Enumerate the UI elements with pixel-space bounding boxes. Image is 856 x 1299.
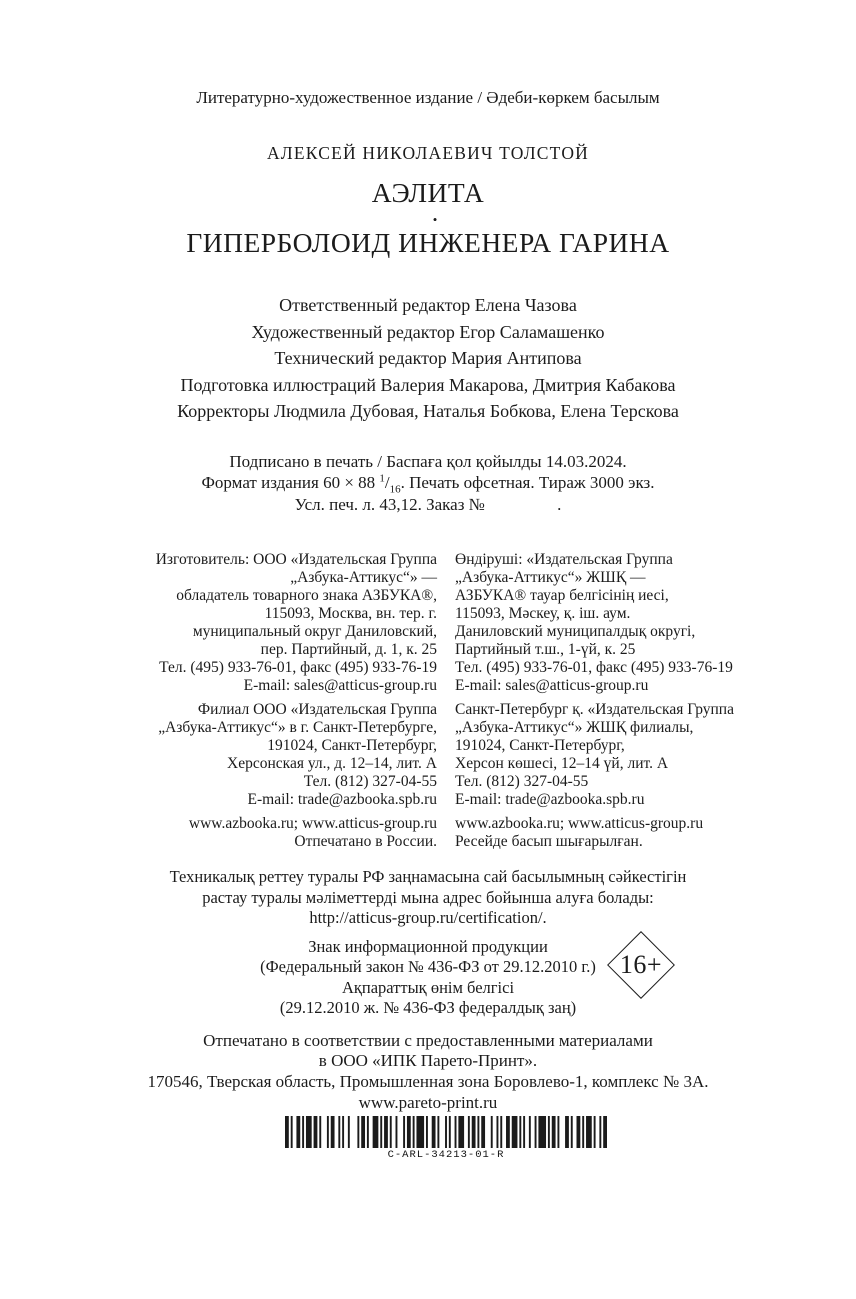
websites-kz xyxy=(455,815,752,851)
fraction-slash: / xyxy=(384,473,390,492)
printer-url: www.pareto-print.ru xyxy=(358,1092,498,1112)
publisher-addresses xyxy=(140,551,752,857)
certification-line: растау туралы мәліметтерді мына адрес бойынша алуға болады: xyxy=(202,887,654,907)
address-line: Изготовитель: ООО «Издательская Группа xyxy=(155,551,437,568)
manufacturer-address-kz xyxy=(455,551,752,695)
information-product-sign-section xyxy=(0,937,856,1019)
address-line: „Азбука-Аттикус“» ЖШҚ — xyxy=(455,569,646,586)
format-suffix: . Печать офсетная. Тираж 3000 экз. xyxy=(400,473,655,492)
printer-line: 170546, Тверская область, Промышленная зона Боровлево-1, комплекс № 3А. xyxy=(147,1072,709,1092)
address-line: E-mail: trade@azbooka.spb.ru xyxy=(247,791,437,808)
title-separator-dot: • xyxy=(432,212,438,227)
address-line: пер. Партийный, д. 1, к. 25 xyxy=(260,641,437,658)
address-column-russian xyxy=(140,551,437,857)
info-sign-line: Знак информационной продукции xyxy=(308,936,548,956)
printer-line: в ООО «ИПК Парето-Принт». xyxy=(318,1051,538,1071)
address-line: Партийный т.ш., 1-үй, к. 25 xyxy=(455,641,636,658)
address-line: E-mail: trade@azbooka.spb.ru xyxy=(455,791,645,808)
website-line: www.azbooka.ru; www.atticus-group.ru xyxy=(455,815,704,832)
barcode-bars-icon xyxy=(285,1116,607,1148)
format-prefix: Формат издания 60 × 88 xyxy=(201,473,380,492)
printed-in-line: Ресейде басып шығарылған. xyxy=(455,833,643,850)
address-line: Тел. (495) 933-76-01, факс (495) 933-76-19 xyxy=(159,659,437,676)
address-line: Тел. (812) 327-04-55 xyxy=(455,773,589,790)
info-sign-line: Ақпараттық өнім белгісі xyxy=(341,977,515,997)
fraction-denominator: 16 xyxy=(389,483,401,496)
website-line: www.azbooka.ru; www.atticus-group.ru xyxy=(188,815,437,832)
address-line: обладатель товарного знака АЗБУКА®, xyxy=(176,587,437,604)
staff-line: Технический редактор Мария Антипова xyxy=(274,348,582,368)
author-name: АЛЕКСЕЙ НИКОЛАЕВИЧ ТОЛСТОЙ xyxy=(266,143,590,163)
barcode xyxy=(285,1116,607,1162)
certification-line: Техникалық реттеу туралы РФ заңнамасына сай басылымның сәйкестігін xyxy=(169,867,687,886)
branch-address-ru xyxy=(140,701,437,809)
address-line: Херсон көшесі, 12–14 үй, лит. А xyxy=(455,755,669,772)
printer-line: Отпечатано в соответствии с предоставленными материалами xyxy=(203,1030,653,1050)
certification-url: http://atticus-group.ru/certification/. xyxy=(309,908,547,927)
staff-line: Подготовка иллюстраций Валерия Макарова, Дмитрия Кабакова xyxy=(180,374,676,395)
address-line: муниципальный округ Даниловский, xyxy=(192,623,437,640)
fraction-numerator: 1 xyxy=(379,472,385,485)
address-line: Санкт-Петербург қ. «Издательская Группа xyxy=(455,701,734,718)
address-line: 191024, Санкт-Петербург, xyxy=(267,737,437,754)
format-line xyxy=(0,472,856,494)
book-title-hyperboloid: ГИПЕРБОЛОИД ИНЖЕНЕРА ГАРИНА xyxy=(186,227,670,258)
address-line: 115093, Мәскеу, қ. іш. аум. xyxy=(455,605,631,622)
address-line: Филиал ООО «Издательская Группа xyxy=(197,701,437,718)
info-sign-line: (Федеральный закон № 436-ФЗ от 29.12.2010 г.) xyxy=(260,957,596,976)
certification-block xyxy=(0,867,856,929)
printed-in-line: Отпечатано в России. xyxy=(294,833,437,850)
information-product-sign-text xyxy=(0,937,856,1019)
staff-line: Ответственный редактор Елена Чазова xyxy=(279,295,577,315)
address-line: „Азбука-Аттикус“» — xyxy=(290,569,437,586)
print-run-block xyxy=(0,451,856,516)
websites-ru xyxy=(140,815,437,851)
address-line: 191024, Санкт-Петербург, xyxy=(455,737,625,754)
book-title-aelita: АЭЛИТА xyxy=(371,177,485,208)
staff-line: Художественный редактор Егор Саламашенко xyxy=(251,321,605,342)
address-line: E-mail: sales@atticus-group.ru xyxy=(243,677,437,694)
manufacturer-address-ru xyxy=(140,551,437,695)
info-sign-line: (29.12.2010 ж. № 436-ФЗ федералдық заң) xyxy=(279,998,577,1017)
barcode-caption: C-ARL-34213-01-R xyxy=(387,1148,505,1161)
editorial-staff-block xyxy=(0,292,856,425)
address-line: Тел. (812) 327-04-55 xyxy=(303,773,437,790)
address-line: „Азбука-Аттикус“» в г. Санкт-Петербурге, xyxy=(158,719,437,736)
address-line: АЗБУКА® тауар белгісінің иесі, xyxy=(455,587,669,604)
signed-to-print-line: Подписано в печать / Баспаға қол қойылды 14.03.2024. xyxy=(229,451,627,471)
edition-type-line: Литературно-художественное издание / Әдеби-көркем басылым xyxy=(196,88,660,107)
address-line: Даниловский муниципалдық округі, xyxy=(455,623,696,640)
age-rating-badge xyxy=(607,931,675,999)
branch-address-kz xyxy=(455,701,752,809)
address-line: Тел. (495) 933-76-01, факс (495) 933-76-19 xyxy=(455,659,733,676)
address-column-kazakh xyxy=(455,551,752,857)
address-line: Херсонская ул., д. 12–14, лит. А xyxy=(227,755,437,772)
age-rating-label: 16+ xyxy=(619,949,663,979)
address-line: „Азбука-Аттикус“» ЖШҚ филиалы, xyxy=(455,719,694,736)
address-line: E-mail: sales@atticus-group.ru xyxy=(455,677,649,694)
staff-line: Корректоры Людмила Дубовая, Наталья Бобкова, Елена Терскова xyxy=(177,401,679,421)
address-line: Өндіруші: «Издательская Группа xyxy=(455,551,673,568)
address-line: 115093, Москва, вн. тер. г. xyxy=(264,605,437,622)
order-number-line: Усл. печ. л. 43,12. Заказ № . xyxy=(294,494,562,514)
printing-house-block xyxy=(0,1031,856,1114)
